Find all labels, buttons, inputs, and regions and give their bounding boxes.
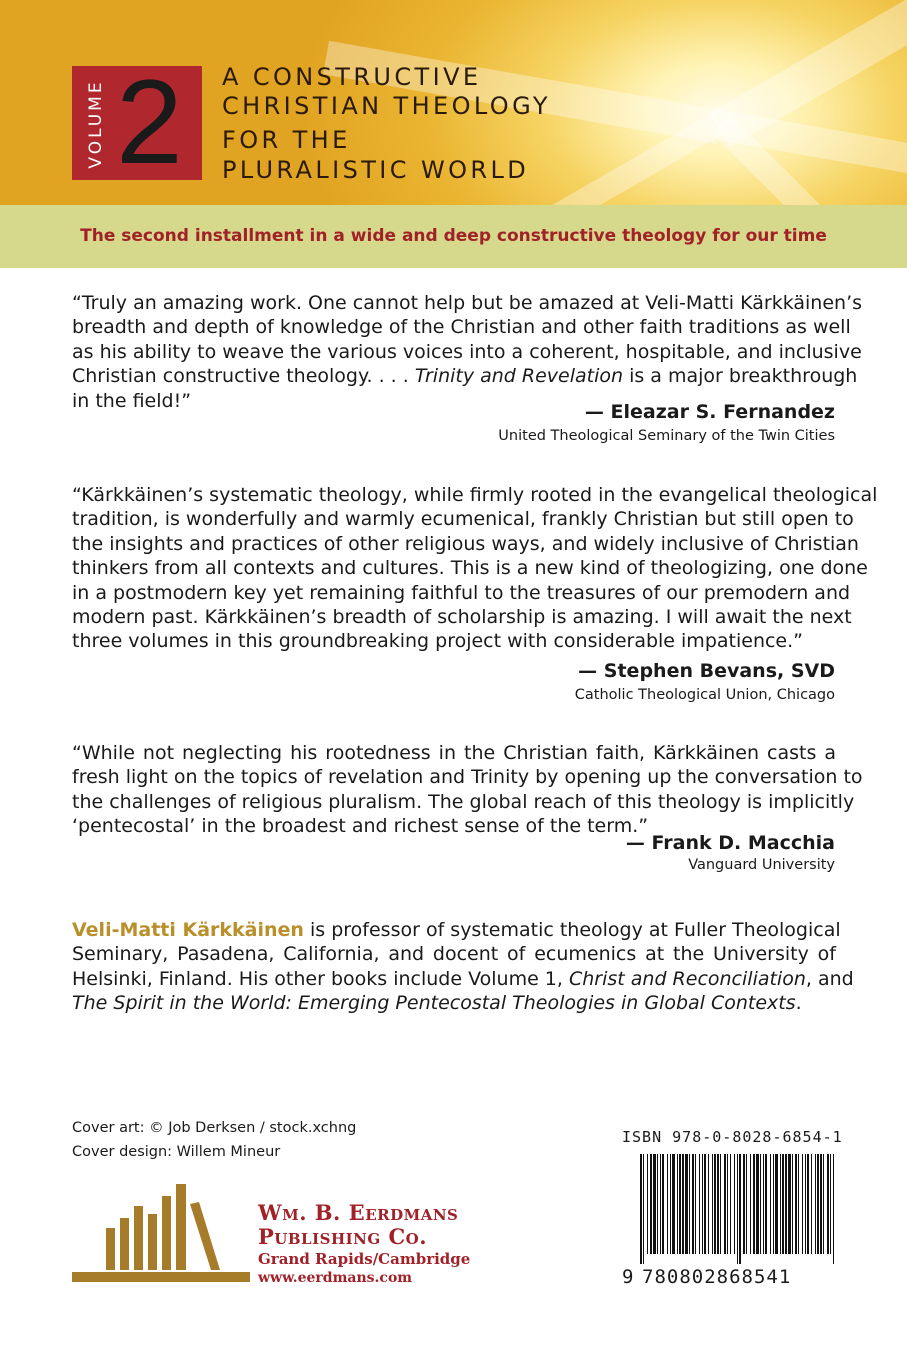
- barcode-bar: [712, 1154, 713, 1254]
- quote-line: “While not neglecting his rootedness in the Christian faith, Kärkkäinen casts a: [72, 742, 836, 764]
- book-title-italic: The Spirit in the World: Emerging Pentecostal Theologies in Global Contexts: [72, 992, 796, 1015]
- logo-book: [106, 1228, 115, 1270]
- quote-line: in a postmodern key yet remaining faithful to the treasures of our premodern and: [72, 581, 851, 604]
- bio-line: Seminary, Pasadena, California, and docent of ecumenics at the University of: [72, 943, 836, 966]
- quote-line: “Kärkkäinen’s systematic theology, while firmly rooted in the evangelical theological: [72, 484, 878, 506]
- barcode-bar: [708, 1154, 709, 1254]
- barcode-bar: [805, 1154, 806, 1254]
- barcode-bar: [788, 1154, 791, 1254]
- barcode-bar: [802, 1154, 803, 1254]
- barcode-bar: [753, 1154, 755, 1254]
- quote-line: three volumes in this groundbreaking project with considerable impatience.”: [72, 630, 803, 653]
- barcode-bar: [724, 1154, 726, 1254]
- cover-art-credit: Cover art: © Job Derksen / stock.xchng: [72, 1120, 357, 1136]
- barcode-bar: [677, 1154, 678, 1254]
- barcode-bar: [643, 1154, 644, 1264]
- bio-text: is professor of systematic theology at Fuller Theological: [303, 919, 841, 941]
- barcode-first-digit: 9: [622, 1266, 634, 1288]
- barcode-bar: [692, 1154, 694, 1254]
- barcode-bar: [679, 1154, 681, 1254]
- barcode-bar: [760, 1154, 761, 1254]
- isbn-barcode: [640, 1154, 836, 1264]
- quote-line: tradition, is wonderfully and warmly ecumenical, frankly Christian but still open to: [72, 508, 854, 531]
- barcode-bar: [746, 1154, 747, 1254]
- barcode-bar: [743, 1154, 745, 1254]
- barcode-bar: [827, 1154, 829, 1254]
- quote-line: thinkers from all contexts and cultures. This is a new kind of theologizing, one done: [72, 557, 868, 580]
- barcode-bar: [647, 1154, 648, 1254]
- barcode-bar: [682, 1154, 684, 1254]
- publisher-website: www.eerdmans.com: [258, 1270, 413, 1286]
- author-name: Veli-Matti Kärkkäinen: [72, 919, 304, 941]
- endorsement-quote-3: [72, 741, 863, 839]
- barcode-bar: [817, 1154, 819, 1254]
- cover-design-credit: Cover design: Willem Mineur: [72, 1144, 281, 1160]
- quote-text: is a major breakthrough: [623, 365, 858, 388]
- barcode-bar: [763, 1154, 764, 1254]
- barcode-bar: [782, 1154, 784, 1254]
- book-title-line: CHRISTIAN THEOLOGY: [222, 92, 551, 120]
- barcode-bar: [662, 1154, 664, 1254]
- bio-line: [72, 991, 836, 1015]
- logo-leaning-book: [190, 1202, 220, 1270]
- quote-line: as his ability to weave the various voices into a coherent, hospitable, and inclusive: [72, 340, 862, 363]
- barcode-bar: [704, 1154, 706, 1254]
- quote-line: breadth and depth of knowledge of the Christian and other faith traditions as well: [72, 316, 851, 339]
- barcode-bar: [695, 1154, 696, 1254]
- publisher-location: Grand Rapids/Cambridge: [258, 1250, 471, 1268]
- barcode-bar: [765, 1154, 767, 1254]
- barcode-bar: [807, 1154, 809, 1254]
- barcode-bar: [702, 1154, 703, 1254]
- quote-line: in the field!”: [72, 389, 192, 412]
- barcode-bar: [717, 1154, 719, 1254]
- barcode-bar: [657, 1154, 658, 1254]
- barcode-bar: [699, 1154, 700, 1254]
- barcode-bar: [720, 1154, 721, 1254]
- barcode-bar: [756, 1154, 759, 1254]
- tagline: The second installment in a wide and deep constructive theology for our time: [80, 226, 827, 246]
- eerdmans-books-logo: [72, 1184, 252, 1284]
- barcode-bar: [770, 1154, 771, 1254]
- quote-line: “Truly an amazing work. One cannot help but be amazed at Veli-Matti Kärkkäinen’s: [72, 292, 863, 314]
- book-title-italic: Trinity and Revelation: [414, 365, 624, 388]
- logo-shelf: [72, 1272, 250, 1282]
- barcode-bar: [780, 1154, 781, 1254]
- barcode-bar: [653, 1154, 656, 1254]
- barcode-bar: [750, 1154, 751, 1254]
- quote-line: ‘pentecostal’ in the broadest and richest sense of the term.”: [72, 815, 649, 838]
- logo-book: [120, 1218, 129, 1270]
- barcode-bar: [792, 1154, 793, 1254]
- barcode-bar: [689, 1154, 690, 1254]
- publisher-name-line2: Publishing Co.: [258, 1224, 428, 1249]
- book-title-line: FOR THE: [222, 126, 351, 154]
- barcode-bar: [815, 1154, 816, 1254]
- endorser-name: — Frank D. Macchia: [625, 832, 835, 854]
- bio-text: , and: [805, 967, 854, 990]
- volume-number: 2: [116, 55, 183, 189]
- barcode-bar: [640, 1154, 642, 1264]
- barcode-bar: [820, 1154, 822, 1254]
- barcode-bar: [727, 1154, 728, 1254]
- barcode-bar: [714, 1154, 716, 1254]
- barcode-bar: [773, 1154, 774, 1254]
- isbn-label: ISBN 978-0-8028-6854-1: [622, 1128, 843, 1146]
- barcode-bar: [660, 1154, 661, 1254]
- quote-line: modern past. Kärkkäinen’s breadth of scholarship is amazing. I will await the next: [72, 606, 852, 629]
- barcode-bar: [670, 1154, 671, 1254]
- barcode-bar: [737, 1154, 738, 1264]
- logo-book: [148, 1214, 157, 1270]
- barcode-bar: [830, 1154, 831, 1254]
- barcode-bar: [650, 1154, 652, 1254]
- barcode-bar: [775, 1154, 778, 1254]
- barcode-bar: [795, 1154, 797, 1254]
- barcode-bar: [811, 1154, 812, 1254]
- book-title-line: A CONSTRUCTIVE: [222, 63, 482, 91]
- bio-text: Helsinki, Finland. His other books include Volume 1,: [72, 967, 563, 990]
- publisher-name-line1: Wm. B. Eerdmans: [258, 1200, 459, 1225]
- book-title-line: PLURALISTIC WORLD: [222, 156, 530, 184]
- barcode-bar: [785, 1154, 787, 1254]
- logo-book: [176, 1184, 186, 1270]
- quote-line: the challenges of religious pluralism. The global reach of this theology is implicitly: [72, 790, 855, 813]
- bio-text: .: [795, 992, 802, 1015]
- author-bio: [72, 918, 854, 1016]
- endorser-name: — Stephen Bevans, SVD: [578, 660, 835, 682]
- barcode-bar: [798, 1154, 799, 1254]
- book-title-italic: Christ and Reconciliation: [568, 967, 806, 990]
- barcode-bar: [739, 1154, 741, 1264]
- endorsement-quote-1: [72, 291, 863, 413]
- volume-label: VOLUME: [86, 79, 106, 169]
- quote-line: fresh light on the topics of revelation and Trinity by opening up the conversation to: [72, 766, 863, 789]
- barcode-bar: [730, 1154, 731, 1254]
- endorser-institution: Vanguard University: [688, 857, 835, 873]
- bio-line: [72, 918, 841, 942]
- quote-line: the insights and practices of other religious ways, and widely inclusive of Christian: [72, 532, 859, 555]
- logo-book: [162, 1196, 171, 1270]
- barcode-bar: [685, 1154, 688, 1254]
- barcode-bar: [823, 1154, 824, 1254]
- endorsement-quote-2: [72, 483, 878, 654]
- quote-text: Christian constructive theology. . . .: [72, 365, 409, 388]
- bio-line: [72, 967, 854, 991]
- barcode-bar: [667, 1154, 668, 1254]
- barcode-bar: [734, 1154, 735, 1254]
- barcode-bar: [672, 1154, 675, 1254]
- endorser-institution: United Theological Seminary of the Twin Cities: [498, 428, 835, 444]
- barcode-digits: 780802868541: [642, 1266, 792, 1288]
- endorser-institution: Catholic Theological Union, Chicago: [574, 687, 835, 703]
- endorser-name: — Eleazar S. Fernandez: [584, 401, 835, 423]
- barcode-bar: [833, 1154, 834, 1264]
- quote-line: [72, 364, 858, 388]
- logo-book: [134, 1206, 143, 1270]
